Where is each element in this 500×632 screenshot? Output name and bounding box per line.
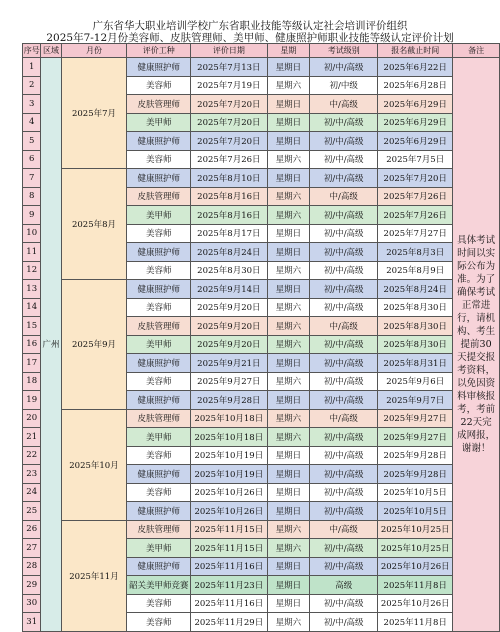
row-date: 2025年9月21日 bbox=[191, 354, 267, 373]
row-deadline: 2025年11月8日 bbox=[378, 613, 453, 632]
row-seq: 22 bbox=[23, 446, 41, 465]
row-job: 美甲师 bbox=[127, 335, 191, 354]
row-job: 美容师 bbox=[127, 298, 191, 317]
row-job: 健康照护师 bbox=[127, 465, 191, 484]
row-deadline: 2025年8月9日 bbox=[378, 261, 453, 280]
row-job: 健康照护师 bbox=[127, 557, 191, 576]
row-seq: 16 bbox=[23, 335, 41, 354]
row-weekday: 星期日 bbox=[267, 95, 310, 114]
row-deadline: 2025年6月29日 bbox=[378, 95, 453, 114]
table-row bbox=[23, 169, 500, 188]
row-level: 初/中/高级 bbox=[310, 428, 378, 447]
row-level: 初/中/高级 bbox=[310, 372, 378, 391]
row-deadline: 2025年8月24日 bbox=[378, 280, 453, 299]
row-seq: 1 bbox=[23, 58, 41, 77]
row-deadline: 2025年9月28日 bbox=[378, 446, 453, 465]
row-date: 2025年7月20日 bbox=[191, 113, 267, 132]
row-deadline: 2025年6月29日 bbox=[378, 132, 453, 151]
row-job: 美容师 bbox=[127, 446, 191, 465]
row-date: 2025年9月20日 bbox=[191, 335, 267, 354]
row-date: 2025年7月26日 bbox=[191, 150, 267, 169]
row-seq: 7 bbox=[23, 169, 41, 188]
row-date: 2025年8月17日 bbox=[191, 224, 267, 243]
row-job: 健康照护师 bbox=[127, 391, 191, 410]
row-job: 健康照护师 bbox=[127, 58, 191, 77]
row-level: 中/高级 bbox=[310, 409, 378, 428]
row-date: 2025年10月26日 bbox=[191, 502, 267, 521]
row-deadline: 2025年10月26日 bbox=[378, 557, 453, 576]
row-seq: 18 bbox=[23, 372, 41, 391]
row-weekday: 星期六 bbox=[267, 317, 310, 336]
row-job: 皮肤管理师 bbox=[127, 95, 191, 114]
table-header-row bbox=[23, 44, 500, 58]
row-level: 初/中/高级 bbox=[310, 354, 378, 373]
row-job: 美容师 bbox=[127, 594, 191, 613]
row-job: 美甲师 bbox=[127, 539, 191, 558]
row-seq: 6 bbox=[23, 150, 41, 169]
row-weekday: 星期日 bbox=[267, 483, 310, 502]
row-weekday: 星期日 bbox=[267, 58, 310, 77]
page-subtitle: 2025年7-12月份美容师、皮肤管理师、美甲师、健康照护师职业技能等级认定评价计划 bbox=[46, 32, 454, 44]
row-seq: 4 bbox=[23, 113, 41, 132]
row-seq: 19 bbox=[23, 391, 41, 410]
row-level: 初/中/高级 bbox=[310, 243, 378, 262]
row-date: 2025年11月15日 bbox=[191, 539, 267, 558]
row-seq: 20 bbox=[23, 409, 41, 428]
row-weekday: 星期日 bbox=[267, 594, 310, 613]
row-seq: 17 bbox=[23, 354, 41, 373]
row-job: 美容师 bbox=[127, 261, 191, 280]
month-cell: 2025年7月 bbox=[61, 58, 127, 169]
month-cell: 2025年8月 bbox=[61, 169, 127, 280]
header-date: 评价日期 bbox=[191, 44, 267, 58]
row-deadline: 2025年8月31日 bbox=[378, 354, 453, 373]
row-deadline: 2025年9月28日 bbox=[378, 465, 453, 484]
row-deadline: 2025年8月30日 bbox=[378, 298, 453, 317]
row-level: 初/中/高级 bbox=[310, 113, 378, 132]
header-job: 评价工种 bbox=[127, 44, 191, 58]
row-job: 皮肤管理师 bbox=[127, 520, 191, 539]
row-seq: 27 bbox=[23, 539, 41, 558]
row-deadline: 2025年10月26日 bbox=[378, 594, 453, 613]
row-date: 2025年7月20日 bbox=[191, 132, 267, 151]
area-cell: 广州 bbox=[41, 58, 61, 632]
row-job: 健康照护师 bbox=[127, 280, 191, 299]
row-deadline: 2025年7月5日 bbox=[378, 150, 453, 169]
header-month: 月份 bbox=[61, 44, 127, 58]
month-cell: 2025年9月 bbox=[61, 280, 127, 410]
row-level: 初/中/高级 bbox=[310, 446, 378, 465]
header-seq: 序号 bbox=[23, 44, 41, 58]
row-seq: 23 bbox=[23, 465, 41, 484]
row-level: 初/中/高级 bbox=[310, 169, 378, 188]
row-job: 健康照护师 bbox=[127, 132, 191, 151]
row-level: 中/高级 bbox=[310, 520, 378, 539]
row-date: 2025年8月16日 bbox=[191, 187, 267, 206]
row-date: 2025年9月20日 bbox=[191, 317, 267, 336]
row-date: 2025年10月18日 bbox=[191, 409, 267, 428]
row-weekday: 星期日 bbox=[267, 465, 310, 484]
row-level: 初/中/高级 bbox=[310, 335, 378, 354]
row-job: 健康照护师 bbox=[127, 243, 191, 262]
row-seq: 2 bbox=[23, 76, 41, 95]
row-weekday: 星期六 bbox=[267, 539, 310, 558]
row-date: 2025年8月30日 bbox=[191, 261, 267, 280]
row-level: 初/中/高级 bbox=[310, 261, 378, 280]
row-seq: 8 bbox=[23, 187, 41, 206]
page-title: 广东省华大职业培训学校广东省职业技能等级认定社会培训评价组织 bbox=[92, 20, 408, 32]
month-cell: 2025年10月 bbox=[61, 409, 127, 520]
row-seq: 14 bbox=[23, 298, 41, 317]
row-deadline: 2025年6月29日 bbox=[378, 113, 453, 132]
row-level: 初/中/高级 bbox=[310, 539, 378, 558]
row-date: 2025年9月20日 bbox=[191, 298, 267, 317]
row-weekday: 星期六 bbox=[267, 298, 310, 317]
row-level: 初/中/高级 bbox=[310, 206, 378, 225]
row-date: 2025年8月16日 bbox=[191, 206, 267, 225]
row-level: 高级 bbox=[310, 576, 378, 595]
row-weekday: 星期日 bbox=[267, 576, 310, 595]
row-weekday: 星期六 bbox=[267, 613, 310, 632]
row-deadline: 2025年7月27日 bbox=[378, 224, 453, 243]
row-deadline: 2025年6月28日 bbox=[378, 76, 453, 95]
row-seq: 29 bbox=[23, 576, 41, 595]
row-level: 初/中/高级 bbox=[310, 132, 378, 151]
row-weekday: 星期日 bbox=[267, 557, 310, 576]
row-date: 2025年10月18日 bbox=[191, 428, 267, 447]
row-level: 初/中/高级 bbox=[310, 557, 378, 576]
row-date: 2025年11月16日 bbox=[191, 557, 267, 576]
row-seq: 9 bbox=[23, 206, 41, 225]
row-seq: 11 bbox=[23, 243, 41, 262]
row-seq: 12 bbox=[23, 261, 41, 280]
row-seq: 30 bbox=[23, 594, 41, 613]
row-seq: 26 bbox=[23, 520, 41, 539]
row-weekday: 星期六 bbox=[267, 409, 310, 428]
row-job: 皮肤管理师 bbox=[127, 187, 191, 206]
row-job: 皮肤管理师 bbox=[127, 409, 191, 428]
table-row bbox=[23, 58, 500, 77]
row-seq: 5 bbox=[23, 132, 41, 151]
row-date: 2025年9月14日 bbox=[191, 280, 267, 299]
month-cell: 2025年11月 bbox=[61, 520, 127, 631]
row-deadline: 2025年10月5日 bbox=[378, 483, 453, 502]
row-job: 美容师 bbox=[127, 483, 191, 502]
row-level: 初/中/高级 bbox=[310, 58, 378, 77]
row-deadline: 2025年10月25日 bbox=[378, 539, 453, 558]
row-seq: 21 bbox=[23, 428, 41, 447]
row-job: 韶关美甲师竞赛 bbox=[127, 576, 191, 595]
row-weekday: 星期六 bbox=[267, 261, 310, 280]
row-deadline: 2025年7月26日 bbox=[378, 206, 453, 225]
row-job: 健康照护师 bbox=[127, 354, 191, 373]
row-date: 2025年8月24日 bbox=[191, 243, 267, 262]
row-weekday: 星期六 bbox=[267, 206, 310, 225]
row-weekday: 星期六 bbox=[267, 187, 310, 206]
row-level: 初/中/高级 bbox=[310, 298, 378, 317]
row-date: 2025年11月15日 bbox=[191, 520, 267, 539]
row-job: 美容师 bbox=[127, 224, 191, 243]
row-deadline: 2025年9月27日 bbox=[378, 428, 453, 447]
row-seq: 31 bbox=[23, 613, 41, 632]
row-deadline: 2025年7月20日 bbox=[378, 169, 453, 188]
table-row bbox=[23, 520, 500, 539]
row-level: 初/中级 bbox=[310, 76, 378, 95]
row-date: 2025年7月19日 bbox=[191, 76, 267, 95]
row-weekday: 星期日 bbox=[267, 169, 310, 188]
row-level: 初/中/高级 bbox=[310, 465, 378, 484]
row-weekday: 星期日 bbox=[267, 502, 310, 521]
row-weekday: 星期日 bbox=[267, 280, 310, 299]
row-weekday: 星期日 bbox=[267, 132, 310, 151]
row-job: 健康照护师 bbox=[127, 169, 191, 188]
row-weekday: 星期六 bbox=[267, 76, 310, 95]
row-job: 美容师 bbox=[127, 613, 191, 632]
row-deadline: 2025年8月3日 bbox=[378, 243, 453, 262]
row-level: 中/高级 bbox=[310, 95, 378, 114]
row-job: 美甲师 bbox=[127, 428, 191, 447]
row-weekday: 星期六 bbox=[267, 372, 310, 391]
row-seq: 3 bbox=[23, 95, 41, 114]
row-deadline: 2025年9月6日 bbox=[378, 372, 453, 391]
row-deadline: 2025年6月22日 bbox=[378, 58, 453, 77]
table-row bbox=[23, 409, 500, 428]
header-level: 考试级别 bbox=[310, 44, 378, 58]
row-seq: 10 bbox=[23, 224, 41, 243]
row-date: 2025年10月26日 bbox=[191, 483, 267, 502]
row-level: 初/中/高级 bbox=[310, 391, 378, 410]
row-level: 初/中/高级 bbox=[310, 150, 378, 169]
row-weekday: 星期日 bbox=[267, 391, 310, 410]
table-body bbox=[23, 58, 500, 632]
row-job: 美容师 bbox=[127, 372, 191, 391]
row-deadline: 2025年7月26日 bbox=[378, 187, 453, 206]
row-seq: 15 bbox=[23, 317, 41, 336]
row-level: 初/中/高级 bbox=[310, 594, 378, 613]
row-level: 初/中/高级 bbox=[310, 483, 378, 502]
row-deadline: 2025年8月30日 bbox=[378, 335, 453, 354]
row-seq: 25 bbox=[23, 502, 41, 521]
row-date: 2025年9月28日 bbox=[191, 391, 267, 410]
row-level: 初/中/高级 bbox=[310, 224, 378, 243]
row-weekday: 星期六 bbox=[267, 520, 310, 539]
row-level: 初/中/高级 bbox=[310, 280, 378, 299]
row-date: 2025年7月20日 bbox=[191, 95, 267, 114]
row-level: 中/高级 bbox=[310, 187, 378, 206]
row-weekday: 星期六 bbox=[267, 335, 310, 354]
row-date: 2025年9月27日 bbox=[191, 372, 267, 391]
row-job: 健康照护师 bbox=[127, 502, 191, 521]
row-date: 2025年10月19日 bbox=[191, 446, 267, 465]
row-job: 美甲师 bbox=[127, 113, 191, 132]
row-level: 中/高级 bbox=[310, 317, 378, 336]
row-weekday: 星期日 bbox=[267, 113, 310, 132]
row-date: 2025年8月10日 bbox=[191, 169, 267, 188]
row-weekday: 星期日 bbox=[267, 243, 310, 262]
header-weekday: 星期 bbox=[267, 44, 310, 58]
row-job: 美容师 bbox=[127, 76, 191, 95]
note-cell: 具体考试时间以实际公布为准。为了确保考试正常进行，请机构、考生提前30天提交报考资料，以免因资料审核报考，考前22天完成网报，谢谢！ bbox=[453, 58, 500, 632]
row-deadline: 2025年10月5日 bbox=[378, 502, 453, 521]
row-weekday: 星期日 bbox=[267, 446, 310, 465]
row-date: 2025年11月16日 bbox=[191, 594, 267, 613]
row-weekday: 星期六 bbox=[267, 428, 310, 447]
row-deadline: 2025年8月30日 bbox=[378, 317, 453, 336]
row-job: 美容师 bbox=[127, 150, 191, 169]
row-deadline: 2025年10月25日 bbox=[378, 520, 453, 539]
header-deadline: 报名截止时间 bbox=[378, 44, 453, 58]
row-level: 初/中/高级 bbox=[310, 613, 378, 632]
row-weekday: 星期日 bbox=[267, 354, 310, 373]
row-deadline: 2025年9月7日 bbox=[378, 391, 453, 410]
row-job: 皮肤管理师 bbox=[127, 317, 191, 336]
schedule-table bbox=[22, 43, 500, 632]
row-weekday: 星期日 bbox=[267, 224, 310, 243]
row-seq: 28 bbox=[23, 557, 41, 576]
row-seq: 24 bbox=[23, 483, 41, 502]
row-weekday: 星期六 bbox=[267, 150, 310, 169]
row-level: 初/中/高级 bbox=[310, 502, 378, 521]
row-date: 2025年7月13日 bbox=[191, 58, 267, 77]
header-area: 区域 bbox=[41, 44, 61, 58]
row-job: 美甲师 bbox=[127, 206, 191, 225]
row-date: 2025年10月19日 bbox=[191, 465, 267, 484]
header-note: 备注 bbox=[453, 44, 500, 58]
row-seq: 13 bbox=[23, 280, 41, 299]
row-deadline: 2025年11月8日 bbox=[378, 576, 453, 595]
row-date: 2025年11月23日 bbox=[191, 576, 267, 595]
table-row bbox=[23, 280, 500, 299]
row-deadline: 2025年9月27日 bbox=[378, 409, 453, 428]
row-date: 2025年11月29日 bbox=[191, 613, 267, 632]
